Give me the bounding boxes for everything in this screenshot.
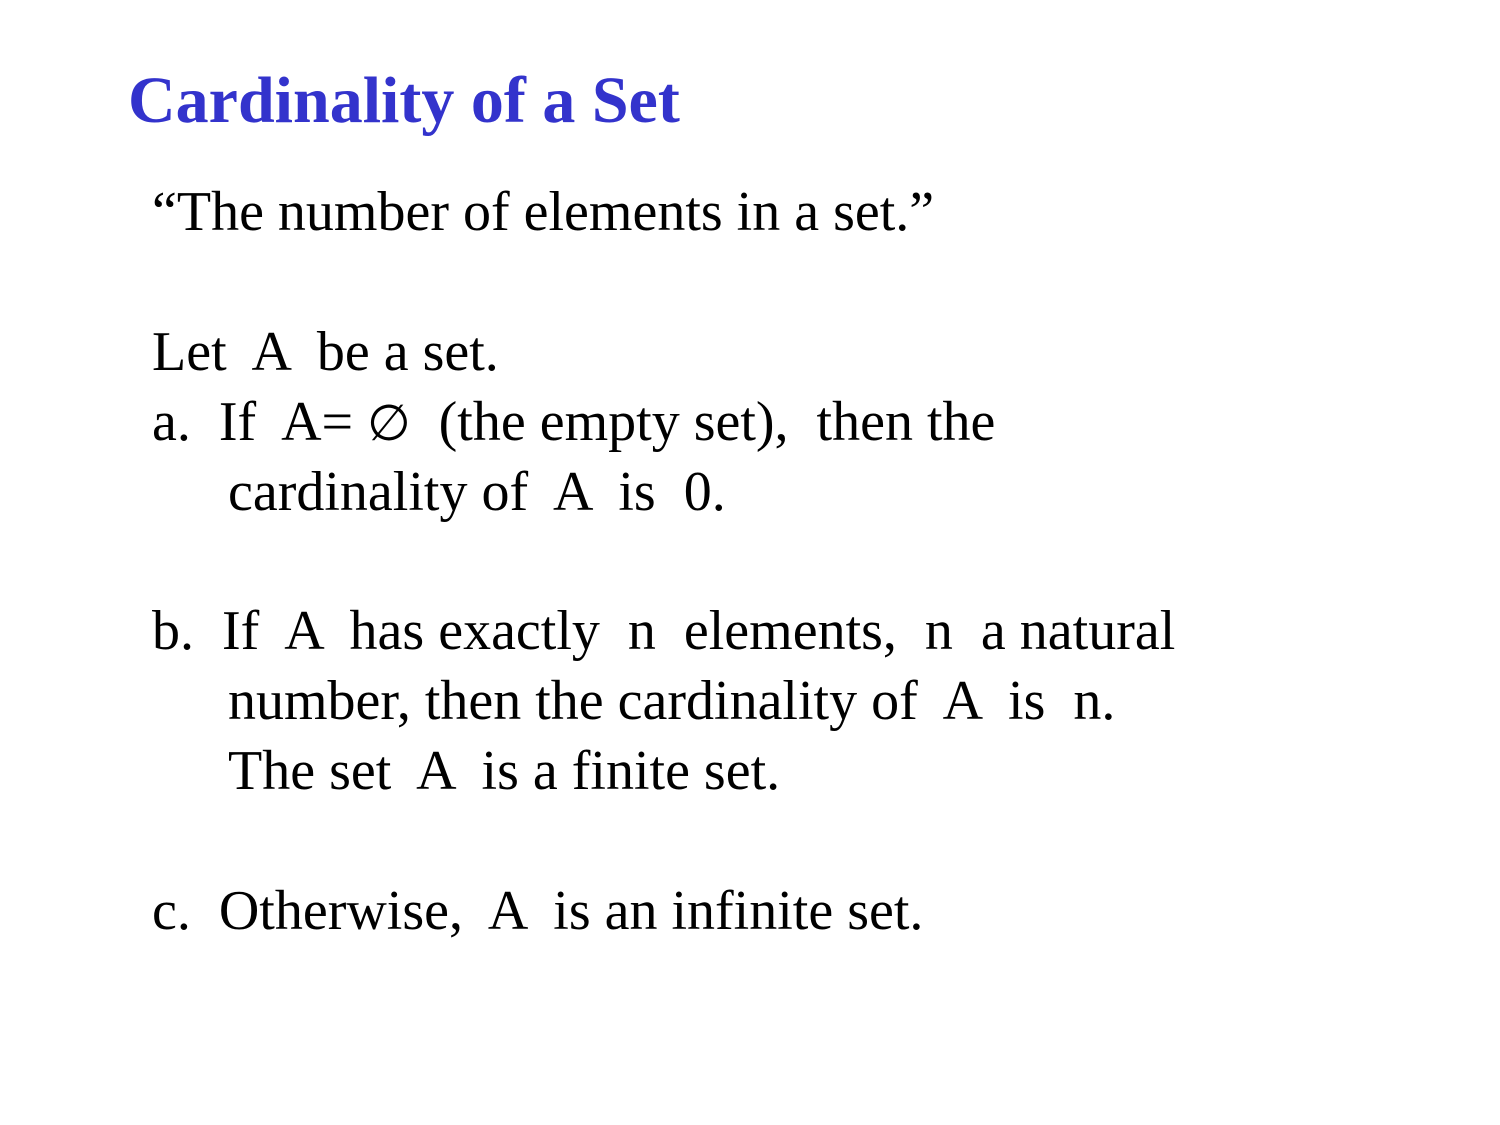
item-b-line-3: The set A is a finite set. [228,740,781,802]
definition-quote: “The number of elements in a set.” [152,181,935,243]
intro-line: Let A be a set. [152,321,499,383]
item-a-line-1 [152,391,996,453]
item-a-suffix: (the empty set), then the [410,391,996,453]
item-b-line-2: number, then the cardinality of A is n. [228,670,1116,732]
item-a-prefix: a. If A= [152,391,368,453]
item-c-line-1: c. Otherwise, A is an infinite set. [152,880,924,942]
slide-title: Cardinality of a Set [128,64,680,137]
item-b-line-1: b. If A has exactly n elements, n a natural [152,600,1176,662]
item-a-line-2: cardinality of A is 0. [228,461,726,523]
empty-set-symbol: ∅ [367,394,411,452]
